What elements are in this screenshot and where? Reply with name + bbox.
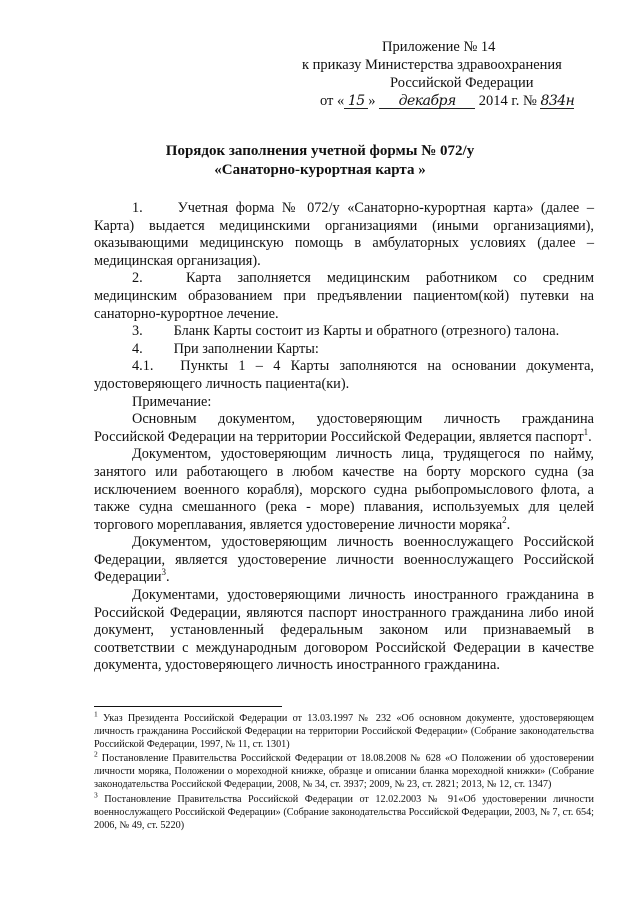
date-month-handwritten: декабря <box>379 94 475 109</box>
paragraph-4-1 <box>94 358 594 393</box>
note-label: Примечание: <box>132 393 212 410</box>
paragraph-text: Учетная форма № 072/у «Санаторно-курортная карта» (далее – Карта) выдается медицинскими организациями (иными организациями), оказывающими медицинскую помощь в амбулаторных условиях (далее – медицинская организация). <box>94 200 594 269</box>
paragraph-text: Карта заполняется медицинским работником со средним медицинским образованием при предъявлении пациентом(кой) путевки на санаторно-курортное лечение. <box>94 270 594 322</box>
note-paragraph-1: Основным документом, удостоверяющим личность гражданина Российской Федерации на территории Российской Федерации, является паспорт$^1$. <box>94 411 594 445</box>
footnote-divider <box>94 706 282 707</box>
footnotes <box>94 709 594 833</box>
paragraph-2 <box>94 270 594 323</box>
date-day-handwritten: 15 <box>344 94 368 109</box>
title-line-2: «Санаторно-курортная карта » <box>214 162 426 178</box>
appendix-number: Приложение № 14 <box>382 39 496 55</box>
paragraph-1 <box>94 200 594 270</box>
date-year: 2014 г. № <box>478 93 537 109</box>
paragraph-number: 3. <box>132 323 143 340</box>
order-reference: к приказу Министерства здравоохранения <box>302 57 562 73</box>
footnote-ref-2[interactable]: 2 <box>502 514 507 525</box>
paragraph-3 <box>94 323 594 341</box>
footnote-1: $^1$ Указ Президента Российской Федерации от 13.03.1997 № 232 «Об основном документе, удостоверяющем личность гражданина Российской Федерации на территории Российской Федерации» (Собрание законодательства Российской Федерации, 1997, № 11, ст. 1301) <box>94 709 594 751</box>
footnote-ref-1[interactable]: 1 <box>583 426 589 437</box>
document-body <box>94 200 594 675</box>
note-paragraph-3: Документом, удостоверяющим личность военнослужащего Российской Федерации, является удостоверение личности военнослужащего Российской Федерации$^3$. <box>94 534 594 586</box>
footnote-ref-3[interactable]: 3 <box>161 567 167 578</box>
title-line-1: Порядок заполнения учетной формы № 072/у <box>165 143 475 159</box>
federation-line: Российской Федерации <box>390 75 534 91</box>
paragraph-text: Бланк Карты состоит из Карты и обратного (отрезного) талона. <box>173 323 560 340</box>
footnote-2: $^2$ Постановление Правительства Российской Федерации от 18.08.2008 № 628 «О Положении об удостоверении личности моряка, Положении о мореходной книжке, образце и описании бланка мореходной книжки» (Собрание законодательства Российской Федерации, 2008, № 34, ст. 3937; 2009, № 23, ст. 2821; 2013, № 12, ст. 1347) <box>94 749 594 791</box>
note-paragraph-4: Документами, удостоверяющими личность иностранного гражданина в Российской Федерации, являются паспорт иностранного гражданина либо иной документ, установленный федеральным законом или признаваемый в соответствии с международным договором Российской Федерации в качестве документа, удостоверяющего личность иностранного гражданина. <box>94 587 594 674</box>
date-prefix: от « <box>320 93 345 109</box>
paragraph-text: Пункты 1 – 4 Карты заполняются на основании документа, удостоверяющего личность пациента(ки). <box>94 358 594 392</box>
order-date-line <box>290 92 590 110</box>
order-number-handwritten: 834н <box>540 93 575 109</box>
paragraph-number: 4.1. <box>132 358 154 375</box>
appendix-header <box>290 38 590 110</box>
footnote-3: $^3$ Постановление Правительства Российской Федерации от 12.02.2003 № 91«Об удостоверении личности военнослужащего Российской Федерации» (Собрание законодательства Российской Федерации, 2003, № 7, ст. 654; 2006, № 49, ст. 5220) <box>94 790 594 831</box>
document-title <box>40 142 600 180</box>
note-paragraph-2: Документом, удостоверяющим личность лица, трудящегося по найму, занятого или работающего в любом качестве на борту морского судна (за исключением военного корабля), морского судна рыбопромыслового флота, а также судна смешанного (река - море) плавания, используемых для целей торгового мореплавания, является удостоверение личности моряка$^2$. <box>94 446 594 533</box>
paragraph-4 <box>94 341 594 359</box>
paragraph-text: При заполнении Карты: <box>173 340 319 357</box>
date-mid: » <box>368 93 376 109</box>
paragraph-number: 4. <box>132 340 143 357</box>
paragraph-number: 2. <box>132 270 143 287</box>
paragraph-number: 1. <box>132 200 143 216</box>
